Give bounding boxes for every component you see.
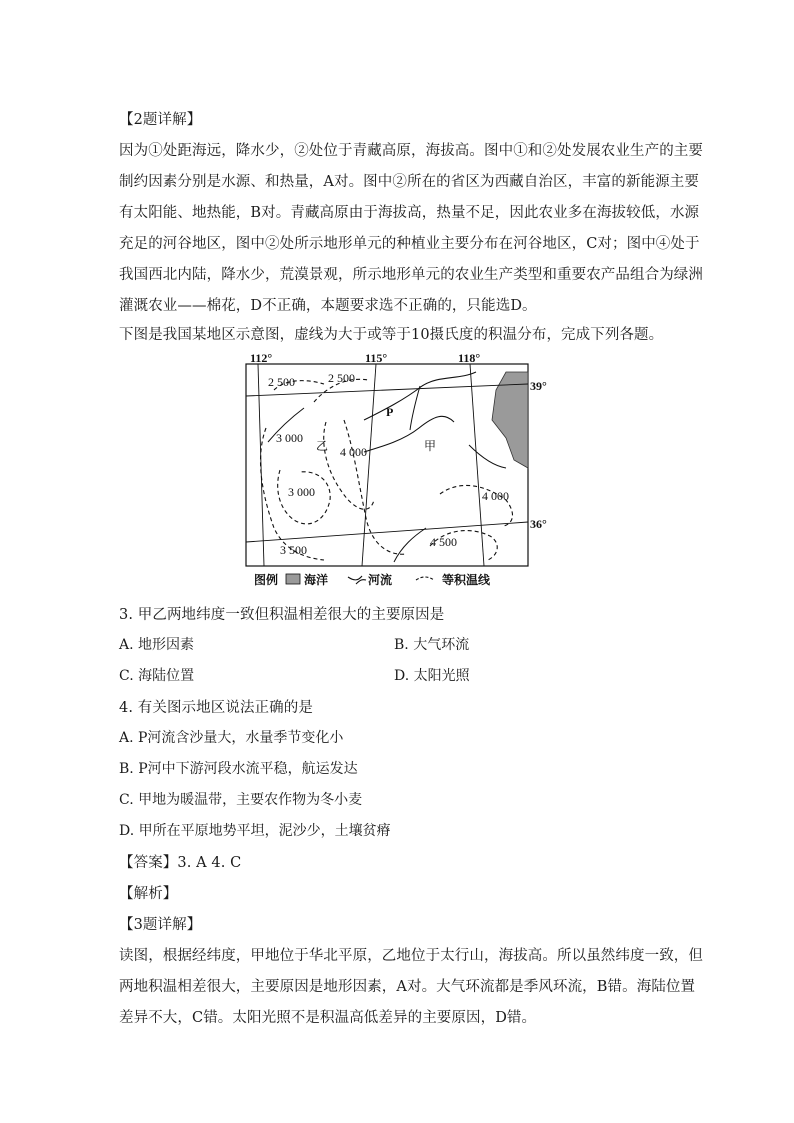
sec2-line-4: 充足的河谷地区，图中②处所示地形单元的种植业主要分布在河谷地区，C对；图中④处于 <box>119 236 700 252</box>
map-intro: 下图是我国某地区示意图，虚线为大于或等于10摄氏度的积温分布，完成下列各题。 <box>119 327 664 343</box>
lon-label-115: 115° <box>365 351 388 365</box>
legend-ocean-label: 海洋 <box>304 573 329 587</box>
sec2-line-2: 制约因素分别是水源、和热量，A对。图中②所在的省区为西藏自治区，丰富的新能源主要 <box>119 174 699 190</box>
analysis-heading: 【解析】 <box>119 886 178 902</box>
q3-option-a: A. 地形因素 <box>119 637 195 653</box>
lat-label-39: 39° <box>530 379 547 393</box>
q4-option-c: C. 甲地为暖温带，主要农作物为冬小麦 <box>119 792 363 808</box>
isotherm-label: 2 500 <box>268 375 295 389</box>
lon-label-112: 112° <box>250 351 273 365</box>
place-label-p: P <box>386 405 394 419</box>
q3-option-c: C. 海陆位置 <box>119 668 195 684</box>
river-south <box>394 528 426 562</box>
lat-label-36: 36° <box>530 517 547 531</box>
question-3-stem: 3. 甲乙两地纬度一致但积温相差很大的主要原因是 <box>119 607 445 623</box>
q3-option-b: B. 大气环流 <box>394 637 470 653</box>
q3-option-d: D. 太阳光照 <box>394 668 470 684</box>
isotherm-label: 3 000 <box>288 485 315 499</box>
isotherm-label: 4 000 <box>340 445 367 459</box>
legend-title: 图例 <box>254 573 279 587</box>
q4-option-d: D. 甲所在平原地势平坦，泥沙少，土壤贫瘠 <box>119 823 391 839</box>
sec3-line-3: 差异不大，C错。太阳光照不是积温高低差异的主要原因，D错。 <box>119 1010 537 1026</box>
lon-label-118: 118° <box>458 351 481 365</box>
place-label-jia: 甲 <box>424 439 437 453</box>
sec2-line-3: 有太阳能、地热能，B对。青藏高原由于海拔高，热量不足，因此农业多在海拔较低，水源 <box>119 205 700 221</box>
sec3-line-1: 读图，根据经纬度，甲地位于华北平原，乙地位于太行山，海拔高。所以虽然纬度一致，但 <box>119 948 703 964</box>
legend-river-icon <box>348 576 366 584</box>
answer-line: 【答案】3. A 4. C <box>119 855 242 871</box>
section-3-heading: 【3题详解】 <box>119 917 202 933</box>
lon-118-line <box>470 364 484 566</box>
lon-115-line <box>362 364 376 566</box>
q4-option-a: A. P河流含沙量大，水量季节变化小 <box>119 730 344 746</box>
isotherm-label: 2 500 <box>328 371 355 385</box>
isotherm-label: 3 000 <box>276 431 303 445</box>
river-p <box>364 416 454 452</box>
isotherm-label: 4 000 <box>482 489 509 503</box>
legend-isotherm-label: 等积温线 <box>442 573 491 587</box>
ocean-area <box>492 372 528 468</box>
sec3-line-2: 两地积温相差很大，主要原因是地形因素，A对。大气环流都是季风环流，B错。海陆位置 <box>119 979 696 995</box>
river-branch <box>410 386 420 430</box>
legend-river-label: 河流 <box>368 573 393 587</box>
legend-isotherm-icon <box>416 577 434 580</box>
river-p-north <box>364 372 476 420</box>
section-2-heading: 【2题详解】 <box>119 112 202 128</box>
legend-ocean-swatch <box>286 574 300 584</box>
isotherm-label: 4 500 <box>430 535 457 549</box>
sec2-line-5: 我国西北内陆，降水少，荒漠景观，所示地形单元的农业生产类型和重要农产品组合为绿洲 <box>119 267 703 283</box>
place-label-yi: 乙 <box>316 439 329 453</box>
lat-36-line <box>246 522 528 542</box>
question-4-stem: 4. 有关图示地区说法正确的是 <box>119 700 313 716</box>
sec2-line-6: 灌溉农业——棉花，D不正确，本题要求选不正确的，只能选D。 <box>119 298 537 314</box>
isotherm-label: 3 500 <box>280 543 307 557</box>
q4-option-b: B. P河中下游河段水流平稳，航运发达 <box>119 761 358 777</box>
sec2-line-1: 因为①处距海远，降水少，②处位于青藏高原，海拔高。图中①和②处发展农业生产的主要 <box>119 143 703 159</box>
region-map-figure <box>244 350 547 590</box>
river-east <box>469 445 506 468</box>
